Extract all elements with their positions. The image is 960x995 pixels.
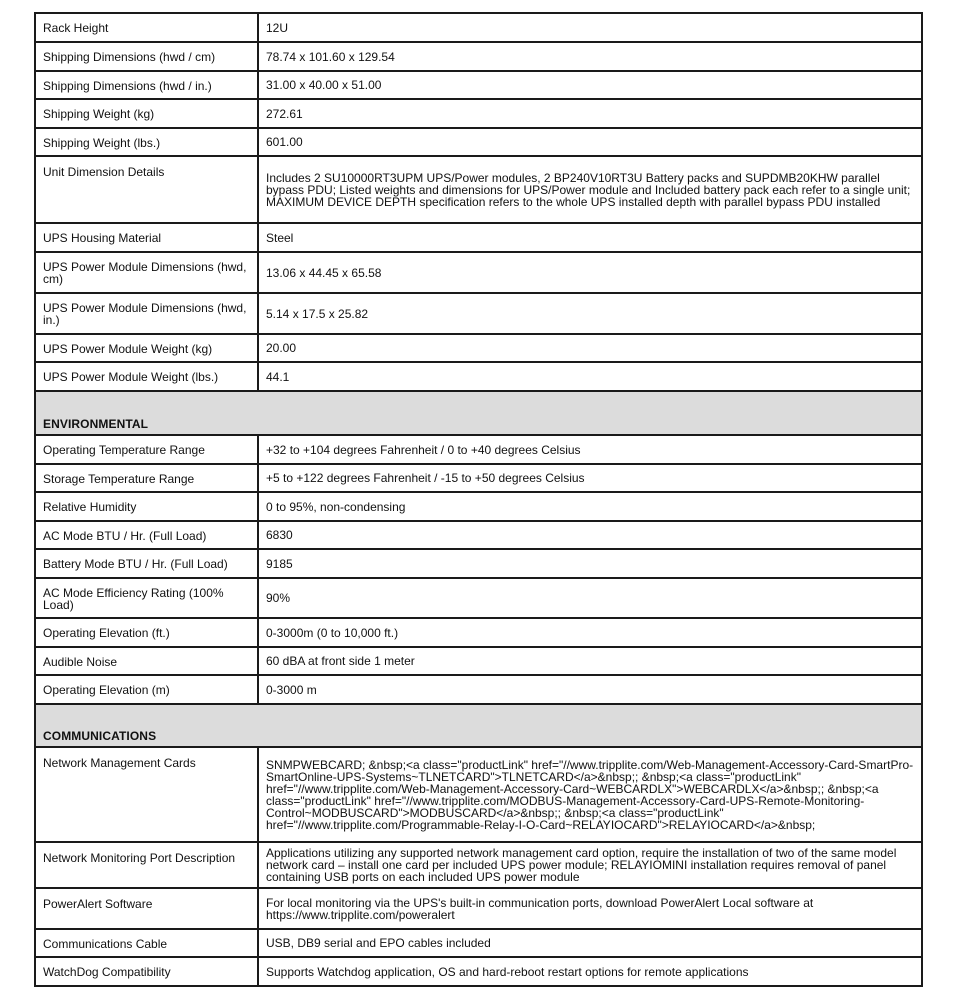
spec-label: Rack Height: [35, 13, 258, 42]
spec-value: 601.00: [258, 128, 922, 156]
table-row: [35, 675, 922, 704]
spec-label: Shipping Weight (kg): [35, 99, 258, 128]
spec-value: [258, 747, 922, 842]
table-row: [35, 362, 922, 391]
spec-value-text: SNMPWEBCARD; &nbsp;<a class="productLink" href="//www.tripplite.com/Web-Management-Accessory-Card-SmartPro-SmartOnline-UPS-Systems~TLNETCARD">TLNETCARD</a>&nbsp;; &nbsp;<a class="productLink" href="//www.tripplite.com/Web-Management-Accessory-Card~WEBCARDLX">WEBCARDLX</a>&nbsp;; &nbsp;<a class="productLink" href="//www.tripplite.com/MODBUS-Management-Accessory-Card-UPS-Remote-Monitoring-Control~MODBUSCARD">MODBUSCARD</a>&nbsp;; &nbsp;<a class="productLink" href="//www.tripplite.com/Programmable-Relay-I-O-Card~RELAYIOCARD">RELAYIOCARD</a>&nbsp;: [266, 757, 914, 832]
spec-value: 6830: [258, 521, 922, 549]
table-row: [35, 99, 922, 128]
spec-label: Storage Temperature Range: [35, 464, 258, 492]
table-row: [35, 647, 922, 675]
spec-label: Network Management Cards: [35, 747, 258, 842]
spec-label: Relative Humidity: [35, 492, 258, 521]
table-row: [35, 957, 922, 986]
spec-label: Shipping Weight (lbs.): [35, 128, 258, 156]
spec-value: 31.00 x 40.00 x 51.00: [258, 71, 922, 99]
spec-value: 0 to 95%, non-condensing: [258, 492, 922, 521]
spec-value: 90%: [258, 578, 922, 618]
spec-label: UPS Housing Material: [35, 223, 258, 252]
table-row: [35, 549, 922, 578]
spec-label: Shipping Dimensions (hwd / cm): [35, 42, 258, 71]
spec-label: Network Monitoring Port Description: [35, 842, 258, 888]
spec-label: Shipping Dimensions (hwd / in.): [35, 71, 258, 99]
spec-label: Operating Elevation (ft.): [35, 618, 258, 647]
spec-label: Audible Noise: [35, 647, 258, 675]
table-row: [35, 521, 922, 549]
table-row: [35, 223, 922, 252]
table-row: [35, 293, 922, 334]
spec-value-text: Includes 2 SU10000RT3UPM UPS/Power modules, 2 BP240V10RT3U Battery packs and SUPDMB20KHW parallel bypass PDU; Listed weights and dimensions for UPS/Power module and Included battery pack each refer to a single unit; MAXIMUM DEVICE DEPTH specification refers to the whole UPS installed depth with parallel bypass PDU installed: [266, 170, 911, 209]
table-row: [35, 156, 922, 223]
table-row: [35, 842, 922, 888]
table-row: [35, 71, 922, 99]
spec-value-text: For local monitoring via the UPS's built-in communication ports, download PowerAlert Local software at https://www.tripplite.com/poweralert: [266, 895, 814, 922]
spec-label: Unit Dimension Details: [35, 156, 258, 223]
spec-label: Operating Elevation (m): [35, 675, 258, 704]
table-row: [35, 578, 922, 618]
spec-value: 12U: [258, 13, 922, 42]
table-row: [35, 334, 922, 362]
spec-label: [35, 252, 258, 293]
spec-label: UPS Power Module Weight (lbs.): [35, 362, 258, 391]
table-row: [35, 252, 922, 293]
spec-value: +32 to +104 degrees Fahrenheit / 0 to +40 degrees Celsius: [258, 435, 922, 464]
table-row: [35, 492, 922, 521]
spec-value: 44.1: [258, 362, 922, 391]
table-row: [35, 929, 922, 957]
spec-value: Steel: [258, 223, 922, 252]
spec-value: 0-3000 m: [258, 675, 922, 704]
section-header-environmental: [35, 391, 922, 435]
table-row: [35, 464, 922, 492]
spec-value: 78.74 x 101.60 x 129.54: [258, 42, 922, 71]
spec-value: 60 dBA at front side 1 meter: [258, 647, 922, 675]
spec-label: Battery Mode BTU / Hr. (Full Load): [35, 549, 258, 578]
spec-value: 20.00: [258, 334, 922, 362]
spec-label: [35, 293, 258, 334]
spec-value: [258, 842, 922, 888]
section-header-communications: [35, 704, 922, 747]
spec-label-text: AC Mode Efficiency Rating (100% Load): [43, 585, 224, 612]
table-row: [35, 747, 922, 842]
spec-label: AC Mode BTU / Hr. (Full Load): [35, 521, 258, 549]
table-row: [35, 13, 922, 42]
spec-label: Communications Cable: [35, 929, 258, 957]
table-row: [35, 618, 922, 647]
table-row: [35, 42, 922, 71]
section-title: ENVIRONMENTAL: [35, 391, 922, 435]
spec-value: +5 to +122 degrees Fahrenheit / -15 to +50 degrees Celsius: [258, 464, 922, 492]
spec-value: 5.14 x 17.5 x 25.82: [258, 293, 922, 334]
spec-value: [258, 156, 922, 223]
spec-label-text: UPS Power Module Dimensions (hwd, in.): [43, 301, 247, 327]
spec-label: UPS Power Module Weight (kg): [35, 334, 258, 362]
spec-value: 9185: [258, 549, 922, 578]
spec-label: WatchDog Compatibility: [35, 957, 258, 986]
spec-value: 13.06 x 44.45 x 65.58: [258, 252, 922, 293]
spec-value-text: Applications utilizing any supported network management card option, require the installation of two of the same model network card – install one card per included UPS power module; RELAYIOMINI installation requires removal of panel containing USB ports on each included UPS power module: [266, 846, 897, 884]
specifications-table: [34, 12, 923, 987]
spec-value: [258, 888, 922, 929]
table-row: [35, 435, 922, 464]
spec-value: USB, DB9 serial and EPO cables included: [258, 929, 922, 957]
spec-label: Operating Temperature Range: [35, 435, 258, 464]
spec-value: Supports Watchdog application, OS and hard-reboot restart options for remote applications: [258, 957, 922, 986]
section-title: COMMUNICATIONS: [35, 704, 922, 747]
table-row: [35, 888, 922, 929]
spec-value: 272.61: [258, 99, 922, 128]
spec-label: PowerAlert Software: [35, 888, 258, 929]
specifications-body: [35, 13, 922, 986]
spec-label-text: UPS Power Module Dimensions (hwd, cm): [43, 260, 247, 286]
spec-value: 0-3000m (0 to 10,000 ft.): [258, 618, 922, 647]
table-row: [35, 128, 922, 156]
spec-label: [35, 578, 258, 618]
